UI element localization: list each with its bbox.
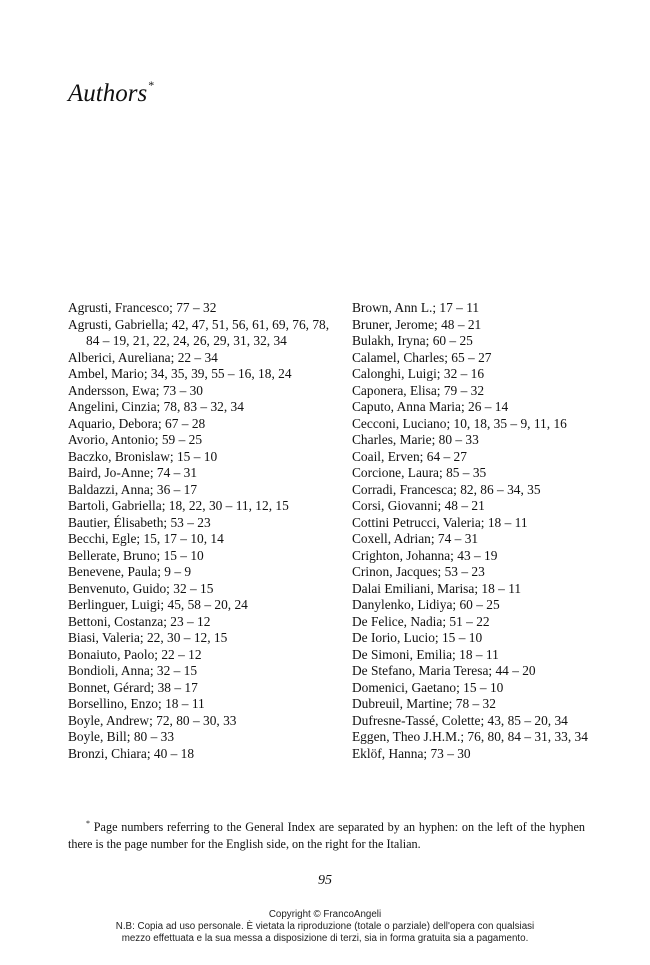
index-entry: Eklöf, Hanna; 73 – 30 (352, 745, 471, 761)
index-entry: Eggen, Theo J.H.M.; 76, 80, 84 – 31, 33, 34 (352, 729, 588, 744)
index-entry: Domenici, Gaetano; 15 – 10 (352, 679, 504, 695)
footnote-mark: * (86, 819, 90, 828)
index-entry: Bettoni, Costanza; 23 – 12 (68, 613, 211, 629)
author-index-left-column (68, 300, 330, 762)
index-entry: Corcione, Laura; 85 – 35 (352, 465, 487, 480)
index-entry: Cottini Petrucci, Valeria; 18 – 11 (352, 514, 528, 530)
index-entry: Baldazzi, Anna; 36 – 17 (68, 481, 198, 497)
page-title-text: Authors (68, 80, 148, 107)
index-entry: Bruner, Jerome; 48 – 21 (352, 316, 482, 332)
index-entry: Boyle, Andrew; 72, 80 – 30, 33 (68, 712, 237, 728)
index-entry: Calonghi, Luigi; 32 – 16 (352, 366, 485, 381)
footnote-text: Page numbers referring to the General Index are separated by an hyphen: on the left of the hyphen there is the page number for the English side, on the right for the Italian. (68, 820, 586, 851)
index-entry: Benevene, Paula; 9 – 9 (68, 564, 192, 579)
index-entry: Brown, Ann L.; 17 – 11 (352, 300, 480, 315)
index-entry: De Stefano, Maria Teresa; 44 – 20 (352, 663, 536, 678)
index-entry: Avorio, Antonio; 59 – 25 (68, 432, 203, 447)
index-entry: Biasi, Valeria; 22, 30 – 12, 15 (68, 630, 228, 645)
index-entry: Corsi, Giovanni; 48 – 21 (352, 498, 485, 513)
index-entry: Coail, Erven; 64 – 27 (352, 448, 467, 464)
index-entry: Alberici, Aureliana; 22 – 34 (68, 349, 218, 365)
index-entry: Bondioli, Anna; 32 – 15 (68, 663, 198, 678)
index-entry: De Simoni, Emilia; 18 – 11 (352, 646, 499, 662)
copyright-disclaimer-line-2: mezzo effettuata e la sua messa a disposizione di terzi, sia in forma gratuita sia a pagamento. (121, 933, 529, 944)
index-entry: Dalai Emiliani, Marisa; 18 – 11 (352, 580, 522, 596)
index-entry: De Iorio, Lucio; 15 – 10 (352, 630, 483, 645)
index-entry: Ambel, Mario; 34, 35, 39, 55 – 16, 18, 24 (68, 366, 292, 381)
page-number: 95 (318, 873, 332, 888)
index-entry: Crighton, Johanna; 43 – 19 (352, 547, 498, 563)
index-entry: Agrusti, Francesco; 77 – 32 (68, 300, 217, 315)
index-entry: Becchi, Egle; 15, 17 – 10, 14 (68, 531, 224, 546)
index-entry: Boyle, Bill; 80 – 33 (68, 729, 175, 744)
author-index-right-column (352, 300, 592, 762)
copyright-line: Copyright © FrancoAngeli (268, 909, 382, 920)
index-entry: Benvenuto, Guido; 32 – 15 (68, 580, 214, 596)
index-entry: Crinon, Jacques; 53 – 23 (352, 564, 485, 579)
copyright-notice (0, 909, 650, 945)
index-entry: Danylenko, Lidiya; 60 – 25 (352, 597, 500, 612)
index-entry: Dubreuil, Martine; 78 – 32 (352, 696, 496, 711)
index-entry: Calamel, Charles; 65 – 27 (352, 349, 492, 365)
index-entry: Charles, Marie; 80 – 33 (352, 432, 479, 447)
index-entry: Baczko, Bronislaw; 15 – 10 (68, 448, 218, 464)
index-entry: Bartoli, Gabriella; 18, 22, 30 – 11, 12, 15 (68, 498, 289, 513)
index-entry: Corradi, Francesca; 82, 86 – 34, 35 (352, 481, 541, 497)
footnote (68, 815, 585, 853)
index-entry: Agrusti, Gabriella; 42, 47, 51, 56, 61, 69, 76, 78, 84 – 19, 21, 22, 24, 26, 29, 31, 32, 34 (68, 316, 330, 348)
index-entry: Bonnet, Gérard; 38 – 17 (68, 679, 198, 695)
index-entry: Andersson, Ewa; 73 – 30 (68, 382, 204, 398)
index-entry: Coxell, Adrian; 74 – 31 (352, 531, 479, 546)
copyright-disclaimer-line-1: N.B: Copia ad uso personale. È vietata la riproduzione (totale o parziale) dell'opera con qualsiasi (115, 921, 535, 932)
index-entry: Berlinguer, Luigi; 45, 58 – 20, 24 (68, 597, 248, 612)
index-entry: Bonaiuto, Paolo; 22 – 12 (68, 646, 202, 662)
index-entry: Caputo, Anna Maria; 26 – 14 (352, 399, 509, 414)
page-title (68, 70, 154, 109)
index-entry: Aquario, Debora; 67 – 28 (68, 415, 206, 431)
index-entry: De Felice, Nadia; 51 – 22 (352, 613, 490, 629)
index-entry: Baird, Jo-Anne; 74 – 31 (68, 465, 198, 480)
index-entry: Bautier, Élisabeth; 53 – 23 (68, 514, 211, 530)
index-entry: Borsellino, Enzo; 18 – 11 (68, 696, 205, 711)
index-entry: Angelini, Cinzia; 78, 83 – 32, 34 (68, 399, 244, 414)
index-entry: Dufresne-Tassé, Colette; 43, 85 – 20, 34 (352, 712, 568, 728)
index-entry: Cecconi, Luciano; 10, 18, 35 – 9, 11, 16 (352, 415, 567, 431)
index-entry: Bronzi, Chiara; 40 – 18 (68, 745, 195, 761)
index-entry: Caponera, Elisa; 79 – 32 (352, 382, 485, 398)
title-footnote-mark: * (148, 78, 155, 92)
index-entry: Bulakh, Iryna; 60 – 25 (352, 333, 473, 348)
index-entry: Bellerate, Bruno; 15 – 10 (68, 547, 204, 563)
